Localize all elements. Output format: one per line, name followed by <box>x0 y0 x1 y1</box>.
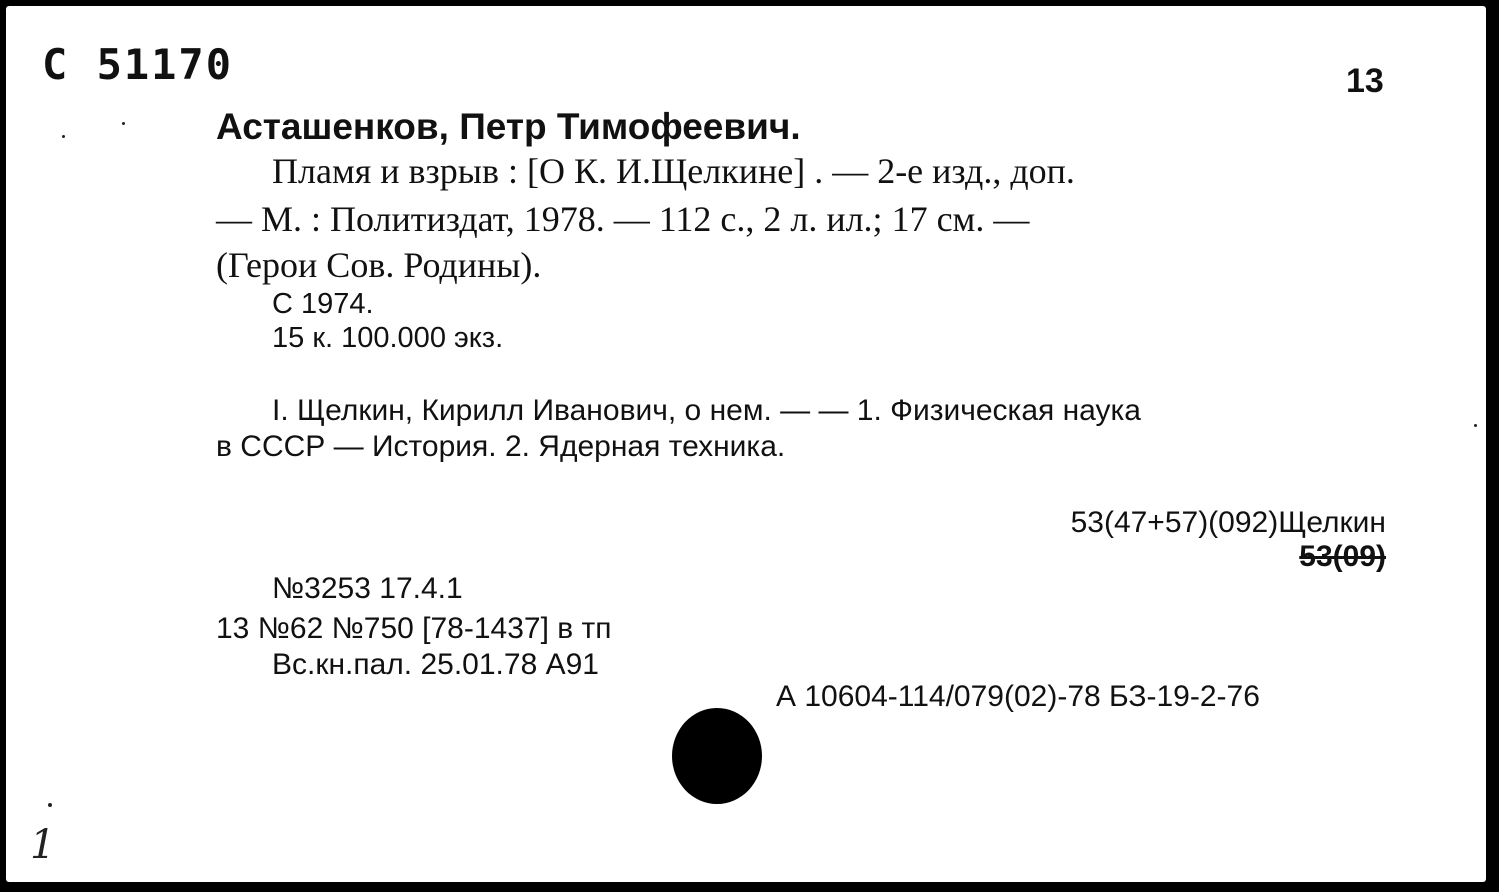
speck <box>1474 424 1477 427</box>
classification-primary: 53(47+57)(092)Щелкин <box>1070 506 1386 539</box>
price-and-print-run: 15 к. 100.000 экз. <box>272 322 504 354</box>
record-line-1: №3253 17.4.1 <box>272 572 463 605</box>
stamp-number: С 51170 <box>42 40 234 89</box>
punch-hole <box>672 708 762 804</box>
series-code: С 1974. <box>272 288 374 320</box>
speck <box>122 122 125 125</box>
author-heading: Асташенков, Петр Тимофеевич. <box>216 106 801 147</box>
subjects-line-2: в СССР — История. 2. Ядерная техника. <box>216 430 786 463</box>
title-line-3: (Герои Сов. Родины). <box>216 245 542 285</box>
handwritten-mark: 1 <box>30 822 56 868</box>
classification-secondary: 53(09) <box>1299 540 1386 573</box>
publication-identifier: А 10604-114/079(02)-78 БЗ-19-2-76 <box>776 680 1260 713</box>
page-number: 13 <box>1346 62 1384 100</box>
speck <box>48 803 52 807</box>
speck <box>62 135 65 138</box>
record-line-2: 13 №62 №750 [78-1437] в тп <box>216 612 612 645</box>
subjects-line-1: I. Щелкин, Кирилл Иванович, о нем. — — 1. Физическая наука <box>272 394 1141 427</box>
title-line-1: Пламя и взрыв : [О К. И.Щелкине] . — 2-е изд., доп. <box>272 151 1075 191</box>
title-line-2: — М. : Политиздат, 1978. — 112 с., 2 л. ил.; 17 см. — <box>216 199 1030 239</box>
record-line-3: Вс.кн.пал. 25.01.78 А91 <box>272 648 599 681</box>
